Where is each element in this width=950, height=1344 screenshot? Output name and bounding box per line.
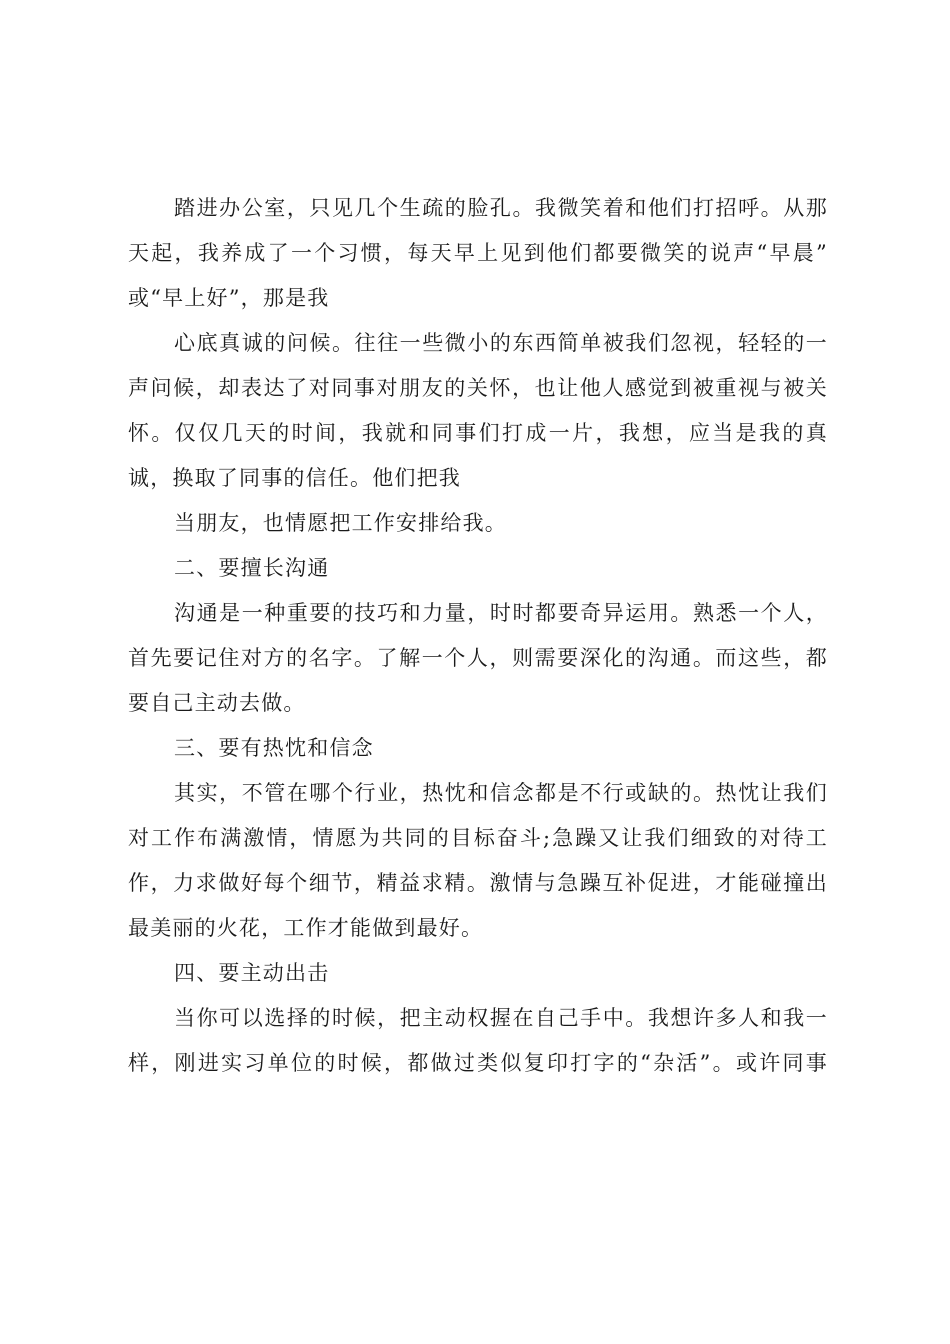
- text-line: 当你可以选择的时候，把主动权握在自己手中。我想许多人和我一: [174, 1006, 828, 1030]
- text-line: 天起，我养成了一个习惯，每天早上见到他们都要微笑的说声“早晨”: [128, 241, 828, 265]
- text-line: 作，力求做好每个细节，精益求精。激情与急躁互补促进，才能碰撞出: [128, 871, 828, 895]
- text-block: [128, 186, 828, 1086]
- document-body: [128, 186, 828, 1086]
- text-line: 声问候，却表达了对同事对朋友的关怀，也让他人感觉到被重视与被关: [128, 376, 828, 400]
- text-line: 或“早上好”，那是我: [128, 286, 330, 310]
- text-line: 样，刚进实习单位的时候，都做过类似复印打字的“杂活”。或许同事: [128, 1051, 828, 1075]
- text-line: 当朋友，也情愿把工作安排给我。: [174, 511, 507, 535]
- text-line: 对工作布满激情，情愿为共同的目标奋斗;急躁又让我们细致的对待工: [128, 826, 828, 850]
- text-line: 首先要记住对方的名字。了解一个人，则需要深化的沟通。而这些，都: [128, 646, 828, 670]
- text-line: 踏进办公室，只见几个生疏的脸孔。我微笑着和他们打招呼。从那: [174, 196, 828, 220]
- text-line: 最美丽的火花，工作才能做到最好。: [128, 916, 484, 940]
- text-line: 沟通是一种重要的技巧和力量，时时都要奇异运用。熟悉一个人，: [174, 601, 828, 625]
- text-line: 诚，换取了同事的信任。他们把我: [128, 466, 461, 490]
- section-heading: 三、要有热忱和信念: [174, 736, 374, 760]
- text-line: 要自己主动去做。: [128, 691, 306, 715]
- section-heading: 四、要主动出击: [174, 961, 330, 985]
- text-line: 心底真诚的问候。往往一些微小的东西简单被我们忽视，轻轻的一: [174, 331, 828, 355]
- text-line: 其实，不管在哪个行业，热忱和信念都是不行或缺的。热忱让我们: [174, 781, 828, 805]
- text-line: 怀。仅仅几天的时间，我就和同事们打成一片，我想，应当是我的真: [128, 421, 828, 445]
- section-heading: 二、要擅长沟通: [174, 556, 330, 580]
